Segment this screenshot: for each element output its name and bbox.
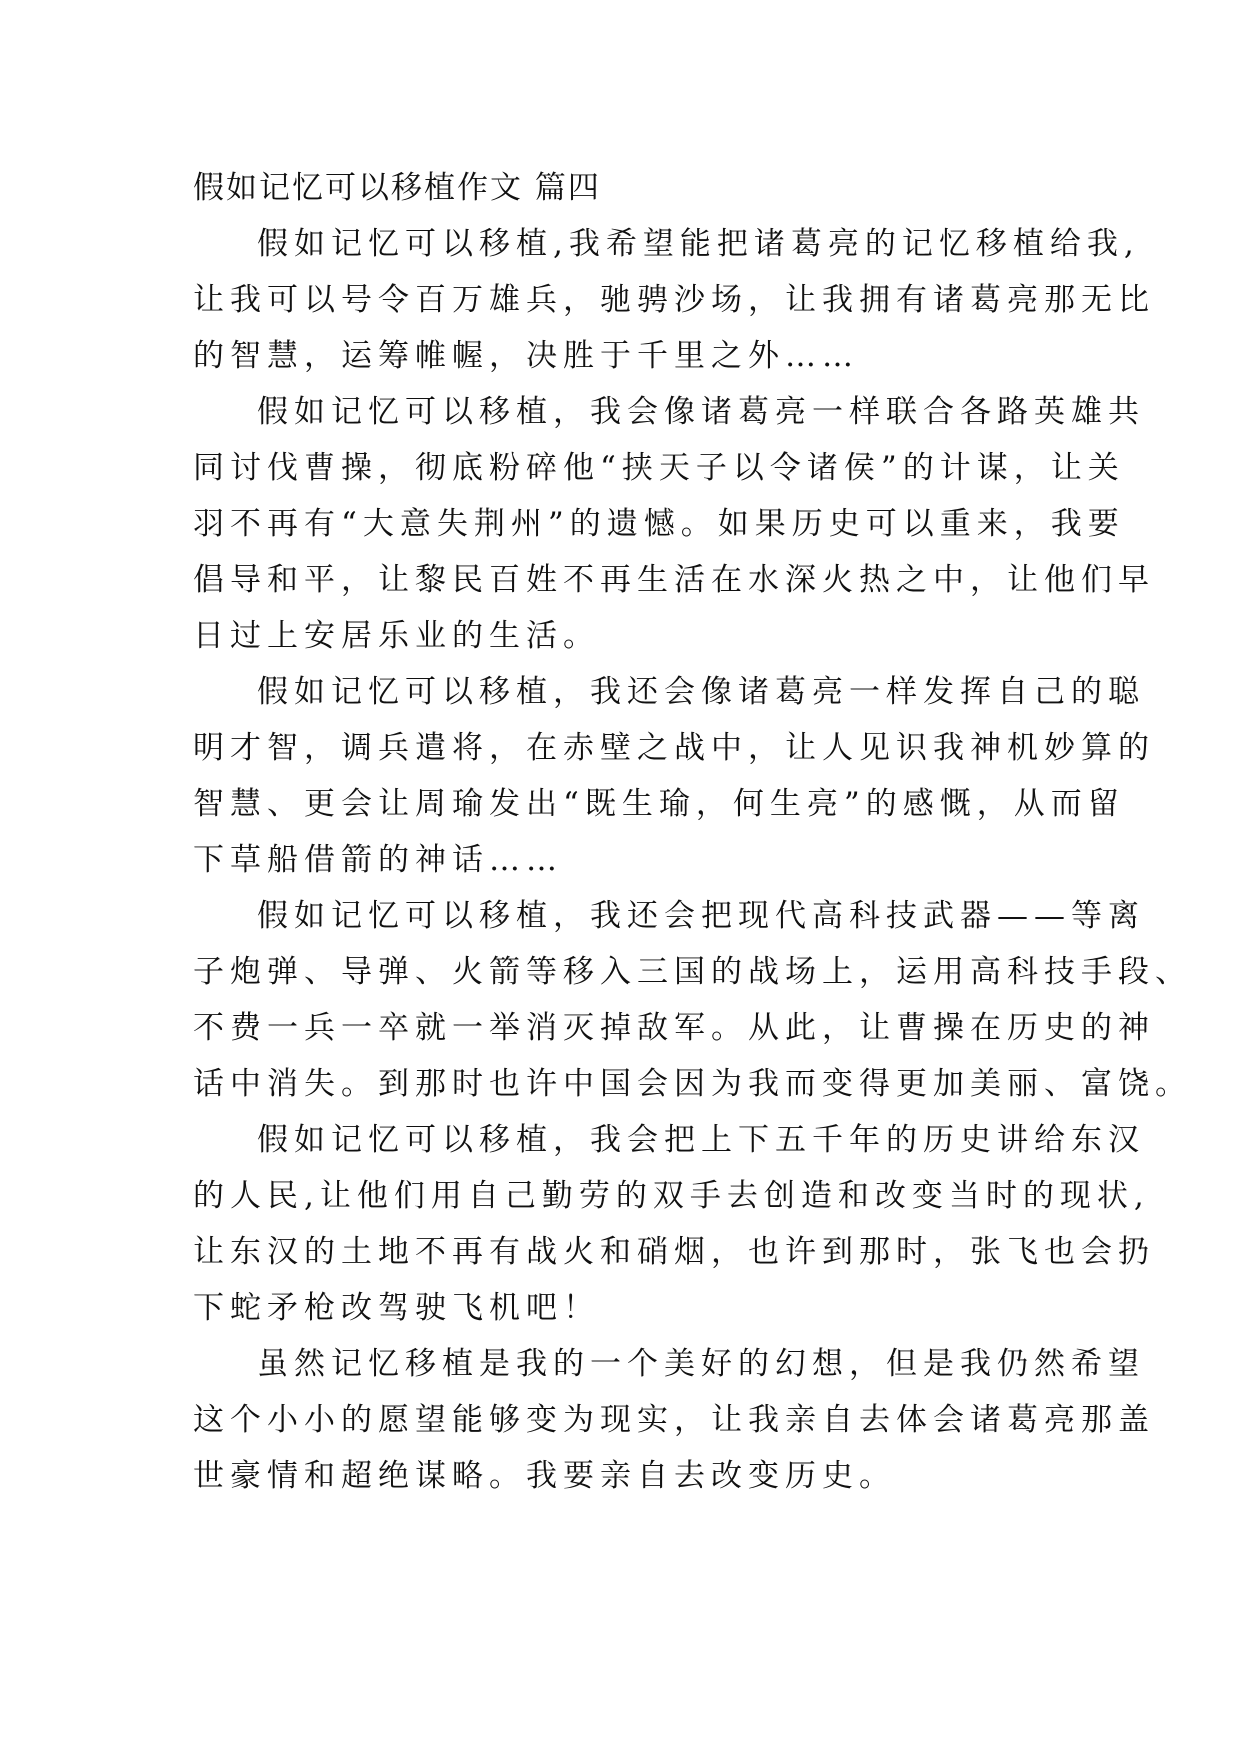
paragraph-6	[193, 1336, 1155, 1504]
paragraph-line: 的智慧，运筹帷幄，决胜于千里之外……	[193, 338, 859, 374]
paragraph-4	[193, 888, 1192, 1112]
paragraph-5	[193, 1112, 1155, 1336]
paragraph-line: 假如记忆可以移植，我还会像诸葛亮一样发挥自己的聪	[257, 674, 1145, 710]
paragraph-2	[193, 384, 1155, 664]
paragraph-line: 下草船借箭的神话……	[193, 842, 563, 878]
paragraph-line: 这个小小的愿望能够变为现实，让我亲自去体会诸葛亮那盖	[193, 1402, 1155, 1438]
paragraph-line: 话中消失。到那时也许中国会因为我而变得更加美丽、富饶。	[193, 1066, 1192, 1102]
paragraph-line: 让我可以号令百万雄兵，驰骋沙场，让我拥有诸葛亮那无比	[193, 282, 1155, 318]
paragraph-line: 假如记忆可以移植，我还会把现代高科技武器——等离	[257, 898, 1145, 934]
paragraph-line: 同讨伐曹操，彻底粉碎他“挟天子以令诸侯”的计谋，让关	[193, 450, 1125, 486]
paragraph-line: 让东汉的土地不再有战火和硝烟，也许到那时，张飞也会扔	[193, 1234, 1155, 1270]
paragraph-line: 世豪情和超绝谋略。我要亲自去改变历史。	[193, 1458, 896, 1494]
document-title: 假如记忆可以移植作文 篇四	[193, 170, 601, 206]
paragraph-3	[193, 664, 1155, 888]
paragraph-line: 的人民,让他们用自己勤劳的双手去创造和改变当时的现状,	[193, 1178, 1150, 1214]
paragraph-line: 明才智，调兵遣将，在赤壁之战中，让人见识我神机妙算的	[193, 730, 1155, 766]
paragraph-1	[193, 216, 1155, 384]
paragraph-line: 羽不再有“大意失荆州”的遗憾。如果历史可以重来，我要	[193, 506, 1125, 542]
paragraph-line: 下蛇矛枪改驾驶飞机吧！	[193, 1290, 600, 1326]
paragraph-line: 子炮弹、导弹、火箭等移入三国的战场上，运用高科技手段、	[193, 954, 1192, 990]
paragraph-line: 日过上安居乐业的生活。	[193, 618, 600, 654]
document-content	[193, 160, 1192, 1504]
paragraph-line: 倡导和平，让黎民百姓不再生活在水深火热之中，让他们早	[193, 562, 1155, 598]
paragraph-line: 假如记忆可以移植，我会像诸葛亮一样联合各路英雄共	[257, 394, 1145, 430]
paragraph-line: 假如记忆可以移植，我会把上下五千年的历史讲给东汉	[257, 1122, 1145, 1158]
paragraph-line: 虽然记忆移植是我的一个美好的幻想，但是我仍然希望	[257, 1346, 1145, 1382]
paragraph-line: 不费一兵一卒就一举消灭掉敌军。从此，让曹操在历史的神	[193, 1010, 1155, 1046]
paragraph-line: 假如记忆可以移植,我希望能把诸葛亮的记忆移植给我,	[257, 226, 1140, 262]
paragraph-line: 智慧、更会让周瑜发出“既生瑜，何生亮”的感慨，从而留	[193, 786, 1125, 822]
